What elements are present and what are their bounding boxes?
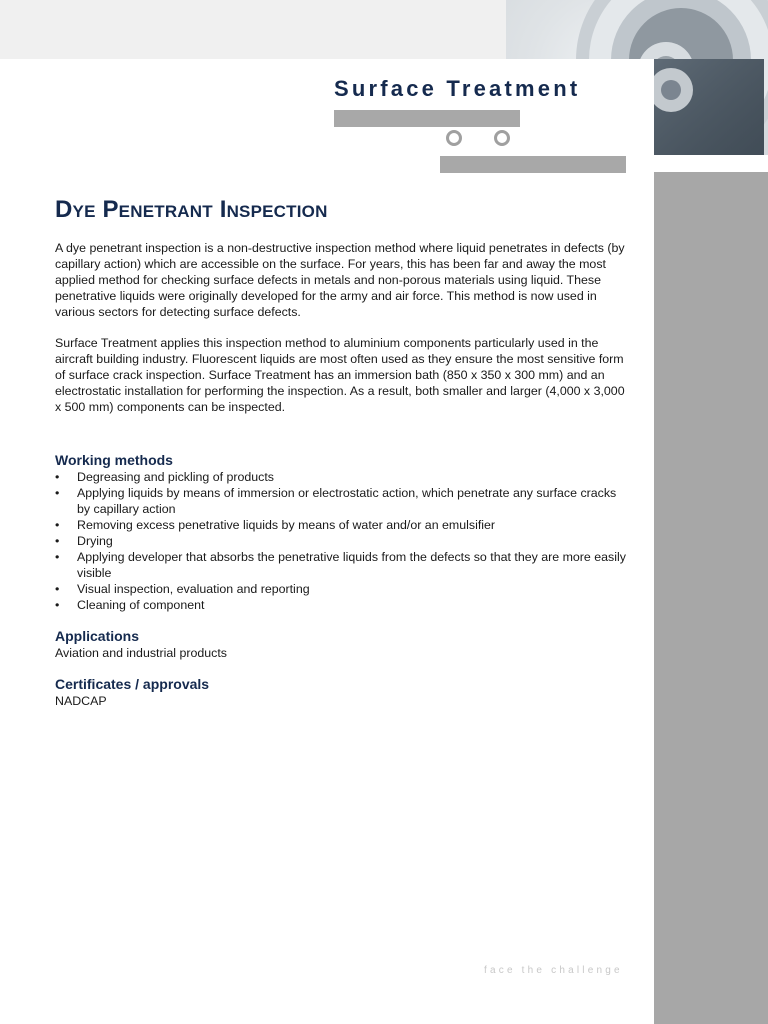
working-methods-heading: Working methods <box>55 452 173 468</box>
decor-ring-right <box>494 130 510 146</box>
body-content <box>55 240 627 709</box>
list-item: • Degreasing and pickling of products <box>55 469 627 485</box>
footer-slogan: face the challenge <box>484 965 623 976</box>
page-title: Dye Penetrant Inspection <box>55 196 328 223</box>
list-item: • Cleaning of component <box>55 597 627 613</box>
decor-bar-top <box>334 110 520 127</box>
list-item: • Removing excess penetrative liquids by means of water and/or an emulsifier <box>55 517 627 533</box>
working-methods-list <box>55 469 627 613</box>
applications-heading: Applications <box>55 628 140 644</box>
list-item: • Drying <box>55 533 627 549</box>
intro-paragraph-1: A dye penetrant inspection is a non-destructive inspection method where liquid penetrates in defects (by capillary action) which are accessible on the surface. For years, this has been far and away the most applied method for checking surface defects in metals and non-porous materials using liquid. These penetrative liquids were originally developed for the army and air force. This method is now used in various sectors for detecting surface defects. <box>55 241 625 319</box>
decor-bar-bottom <box>440 156 626 173</box>
list-item: • Applying developer that absorbs the penetrative liquids from the defects so that they are more easily visible <box>55 549 627 581</box>
applications-text: Aviation and industrial products <box>55 646 227 660</box>
intro-paragraph-2: Surface Treatment applies this inspection method to aluminium components particularly used in the aircraft building industry. Fluorescent liquids are most often used as they ensure the most sensitive form of surface crack inspection. Surface Treatment has an immersion bath (850 x 350 x 300 mm) and an electrostatic installation for performing the inspection. As a result, both smaller and larger (4,000 x 3,000 x 500 mm) components can be inspected. <box>55 336 625 414</box>
applications-section <box>55 627 627 661</box>
certificates-text: NADCAP <box>55 694 107 708</box>
working-methods-section <box>55 451 627 613</box>
certificates-section <box>55 675 627 709</box>
certificates-heading: Certificates / approvals <box>55 676 210 692</box>
list-item: • Applying liquids by means of immersion or electrostatic action, which penetrate any surface cracks by capillary action <box>55 485 627 517</box>
decor-ring-left <box>446 130 462 146</box>
list-item: • Visual inspection, evaluation and reporting <box>55 581 627 597</box>
brand-title: Surface Treatment <box>334 76 581 101</box>
side-bar <box>654 172 768 1024</box>
